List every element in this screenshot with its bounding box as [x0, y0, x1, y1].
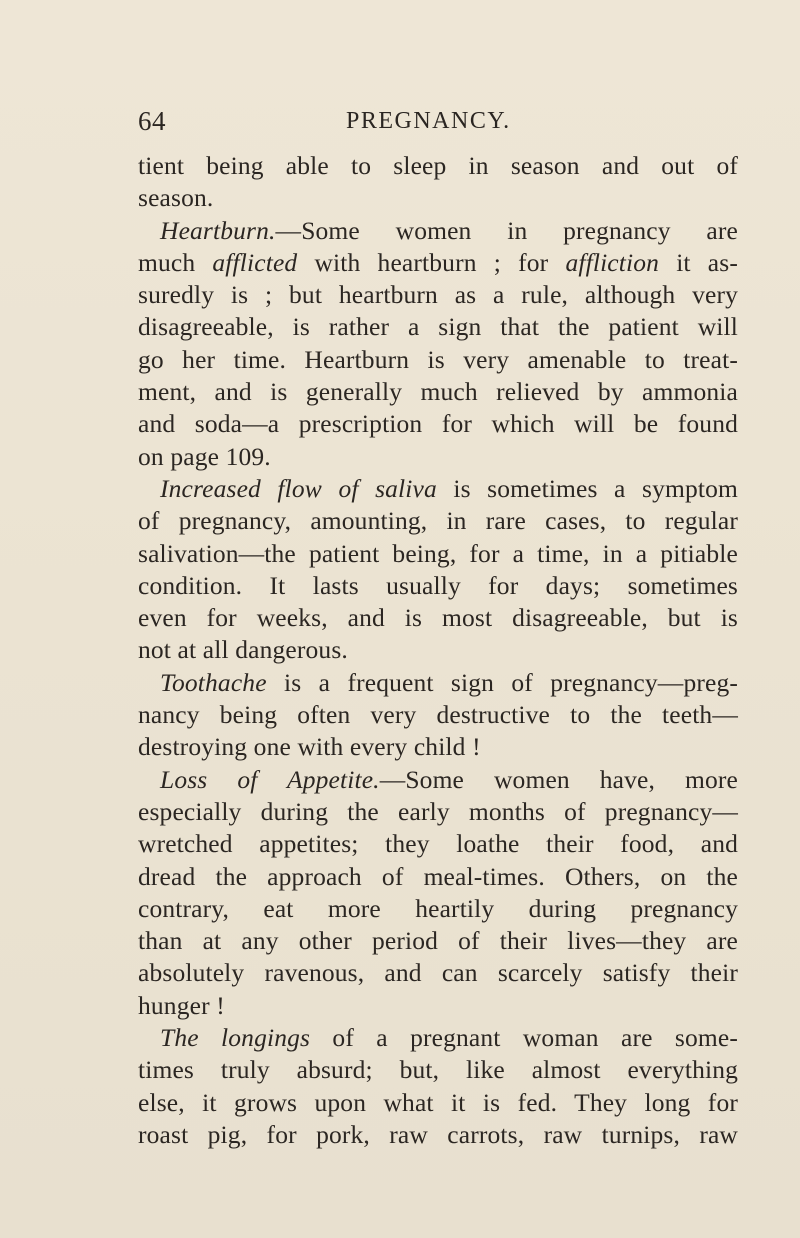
text-line: absolutely ravenous, and can scarcely satisfy their	[138, 958, 738, 988]
page-header	[138, 106, 738, 140]
text-line: not at all dangerous.	[138, 635, 348, 665]
text-line: on page 109.	[138, 441, 271, 471]
text-line: wretched appetites; they loathe their food, and	[138, 829, 738, 859]
text-line: season.	[138, 183, 214, 213]
text-line: else, it grows upon what it is fed. They long for	[138, 1087, 738, 1117]
text-line: go her time. Heartburn is very amenable to treat-	[138, 344, 738, 374]
text-line: than at any other period of their lives—they are	[138, 926, 738, 956]
page-number: 64	[138, 106, 166, 136]
text-line: hunger !	[138, 990, 225, 1020]
text-line: salivation—the patient being, for a time, in a pitiable	[138, 538, 738, 568]
text-line: ment, and is generally much relieved by ammonia	[138, 377, 738, 407]
text-line: contrary, eat more heartily during pregnancy	[138, 893, 738, 923]
paragraph-heartburn-first-line: Heartburn.—Some women in pregnancy are	[160, 215, 738, 245]
section-heading-longings: The longings	[160, 1023, 311, 1053]
text-line: tient being able to sleep in season and out of	[138, 151, 738, 180]
text-line: much afflicted with heartburn ; for affliction it as-	[138, 247, 738, 277]
paragraph-saliva-first-line: Increased flow of saliva is sometimes a symptom	[160, 473, 738, 503]
text-line: destroying one with every child !	[138, 732, 481, 762]
text-line: dread the approach of meal-times. Others, on the	[138, 861, 738, 891]
text-line: disagreeable, is rather a sign that the patient will	[138, 312, 738, 342]
paragraph-appetite-first-line: Loss of Appetite.—Some women have, more	[160, 764, 739, 794]
running-head: PREGNANCY.	[346, 108, 511, 134]
text-line: of pregnancy, amounting, in rare cases, to regular	[138, 506, 738, 536]
body-text	[138, 150, 738, 1151]
paragraph-longings-first-line: The longings of a pregnant woman are some-	[160, 1023, 738, 1053]
text-line: even for weeks, and is most disagreeable, but is	[138, 603, 738, 633]
section-heading-heartburn: Heartburn.	[160, 215, 276, 245]
section-heading-saliva: Increased flow of saliva	[160, 473, 437, 503]
text-line: condition. It lasts usually for days; sometimes	[138, 570, 738, 600]
text-line: suredly is ; but heartburn as a rule, although very	[138, 280, 738, 310]
text-line: especially during the early months of pregnancy—	[138, 796, 738, 826]
section-heading-appetite: Loss of Appetite.	[160, 764, 380, 794]
paragraph-toothache-first-line: Toothache is a frequent sign of pregnancy—preg-	[160, 667, 738, 697]
text-line: roast pig, for pork, raw carrots, raw turnips, raw	[138, 1119, 738, 1149]
text-line: times truly absurd; but, like almost everything	[138, 1055, 738, 1085]
text-line: and soda—a prescription for which will be found	[138, 409, 738, 439]
section-heading-toothache: Toothache	[160, 667, 267, 697]
text-line: nancy being often very destructive to the teeth—	[138, 700, 738, 730]
